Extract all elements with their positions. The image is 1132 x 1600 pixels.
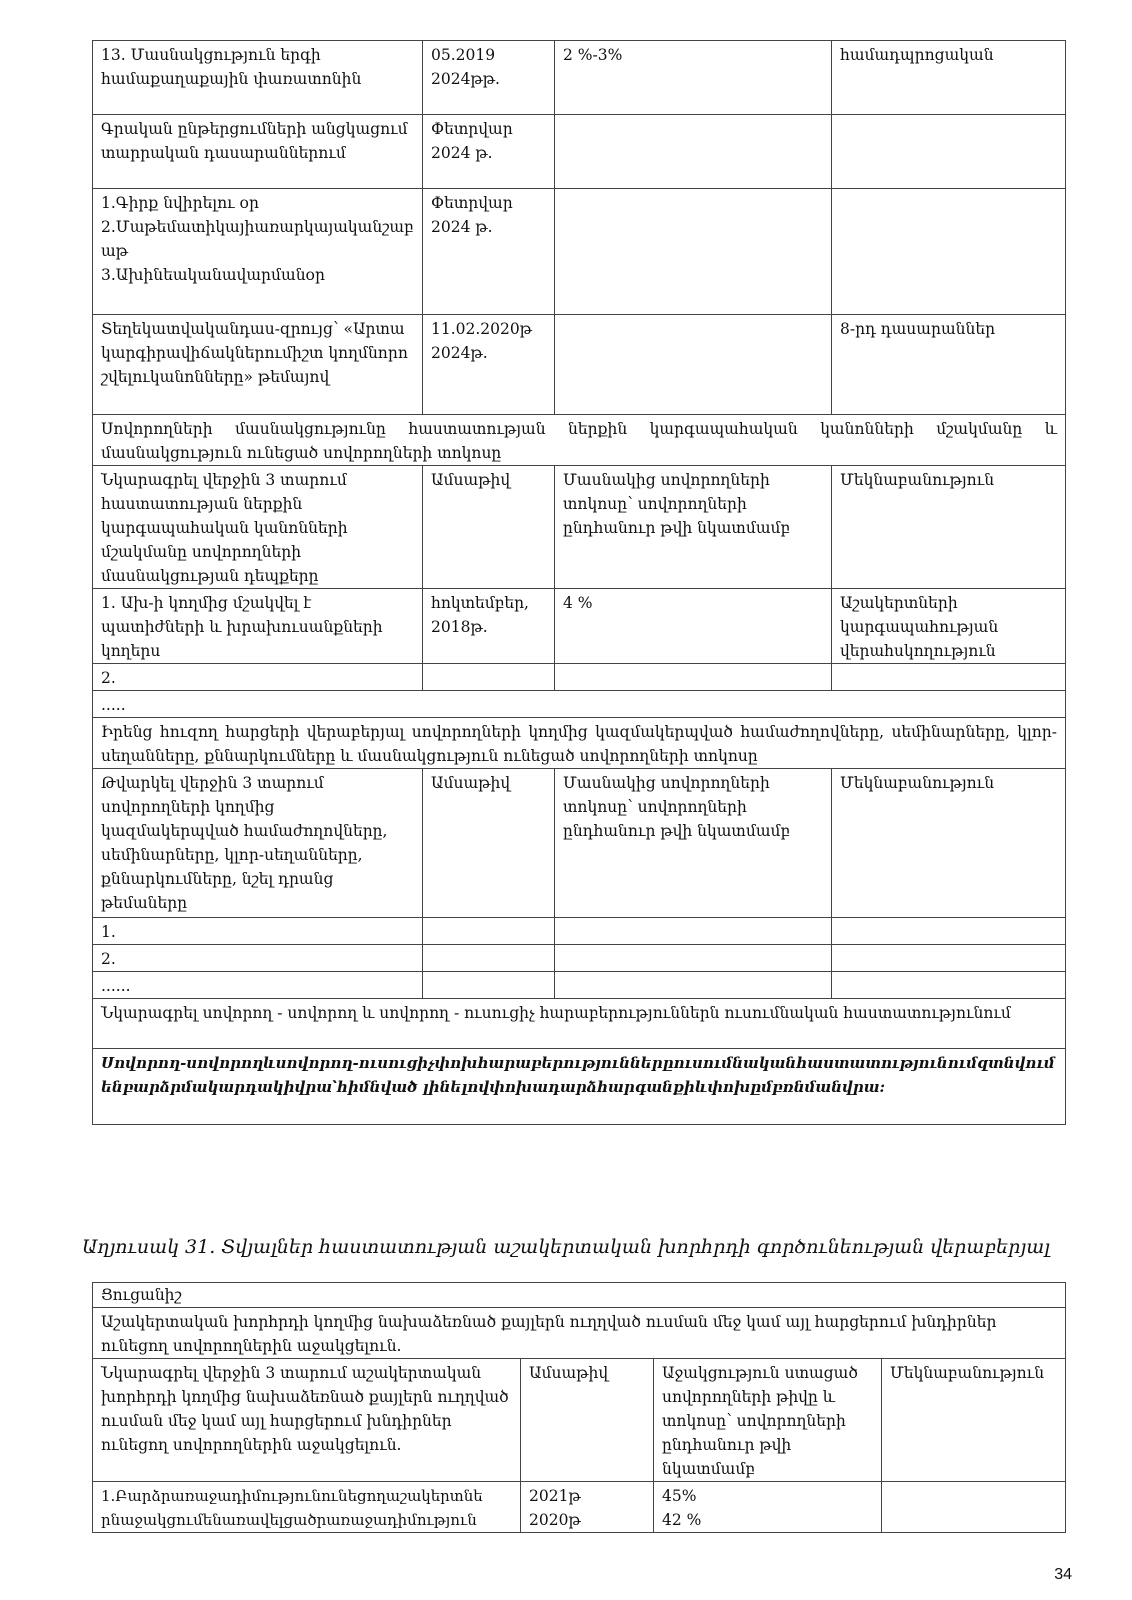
table-cell: 1.Գիրք նվիրելու օր 2.Մաթեմատիկայիառարկայականշաբաթ 3.Ախինեականավարմանօր: [93, 189, 423, 315]
table-cell: 4 %: [555, 589, 832, 664]
column-header: Մեկնաբանություն: [832, 769, 1066, 918]
page-number: 34: [1054, 1566, 1072, 1583]
table-row: [93, 1049, 1066, 1125]
table-cell: [555, 315, 832, 415]
column-header: Ամսաթիվ: [521, 1359, 654, 1482]
table-title: Ցուցանիշ: [93, 1283, 1066, 1308]
table-cell: 11.02.2020թ 2024թ.: [423, 315, 555, 415]
table-row: [93, 664, 1066, 691]
column-header: Ամսաթիվ: [423, 466, 555, 589]
table-header-row: [93, 1359, 1066, 1482]
column-header: Մեկնաբանություն: [832, 466, 1066, 589]
table-header-row: [93, 466, 1066, 589]
table-row: [93, 315, 1066, 415]
table-cell: [423, 972, 555, 999]
table-cell: [423, 945, 555, 972]
table-cell: 1. Ախ-ի կողմից մշակվել է պատիժների և խրախուսանքների կողերս: [93, 589, 423, 664]
table-row: [93, 918, 1066, 945]
table-cell: հոկտեմբեր, 2018թ.: [423, 589, 555, 664]
table-row: [93, 691, 1066, 718]
table-cell: .....: [93, 691, 1066, 718]
table-caption: Աղյուսակ 31. Տվյալներ հաստատության աշակերտական խորհրդի գործունեության վերաբերյալ: [81, 1236, 1051, 1258]
column-header: Նկարագրել վերջին 3 տարում հաստատության ներքին կարգապահական կանոնների մշակմանը սովորողների մասնակցության դեպքերը: [93, 466, 423, 589]
table-row: [93, 945, 1066, 972]
table-cell: [555, 115, 832, 189]
table-row: [93, 115, 1066, 189]
table-cell: [832, 189, 1066, 315]
table-cell: 1.: [93, 918, 423, 945]
table-cell: 2.: [93, 945, 423, 972]
table-cell: Փետրվար 2024 թ.: [423, 115, 555, 189]
section-header-row: [93, 999, 1066, 1049]
table-cell: Աշակերտների կարգապահության վերահսկողություն: [832, 589, 1066, 664]
table-title-row: [93, 1283, 1066, 1308]
table-cell: [832, 972, 1066, 999]
table-cell: [555, 945, 832, 972]
column-header: Մասնակից սովորողների տոկոսը՝ սովորողների ընդհանուր թվի նկատմամբ: [555, 769, 832, 918]
section-header-row: [93, 718, 1066, 769]
table-cell: 1.Բարձրառաջադիմությունունեցողաշակերտնե րնաջակցումենառավելցածրառաջադիմություն: [93, 1482, 521, 1533]
column-header: Մեկնաբանություն: [882, 1359, 1066, 1482]
section-header-row: [93, 1308, 1066, 1359]
table-row: [93, 189, 1066, 315]
table-cell: [882, 1482, 1066, 1533]
table-cell: համադպրոցական: [832, 41, 1066, 115]
main-table: [92, 40, 1066, 1125]
section-header: Սովորողների մասնակցությունը հաստատության ներքին կարգապահական կանոնների մշակմանը և մասնակցություն ունեցած սովորողների տոկոսը: [93, 415, 1066, 466]
table-cell: [555, 918, 832, 945]
table-cell: [832, 115, 1066, 189]
table-row: [93, 1482, 1066, 1533]
table-cell: Փետրվար 2024 թ.: [423, 189, 555, 315]
table-cell: 13. Մասնակցություն երգի համաքաղաքային փառատոնին: [93, 41, 423, 115]
section-header: Նկարագրել սովորող - սովորող և սովորող - ուսուցիչ հարաբերություններն ուսումնական հաստատությունում: [93, 999, 1066, 1049]
table-cell: [832, 945, 1066, 972]
table-cell: Տեղեկատվականդաս-զրույց՝ «Արտակարգիրավիճակներումիշտ կողմնորոշվելուկանոնները» թեմայով: [93, 315, 423, 415]
table-cell: 05.2019 2024թթ.: [423, 41, 555, 115]
table-cell: [555, 189, 832, 315]
section-header-row: [93, 415, 1066, 466]
column-header: Նկարագրել վերջին 3 տարում աշակերտական խորհրդի կողմից նախաձեռնած քայլերն ուղղված ուսման մեջ կամ այլ հարցերում խնդիրներ ունեցող սովորողներին աջակցելուն.: [93, 1359, 521, 1482]
table-cell: 2021թ 2020թ: [521, 1482, 654, 1533]
column-header: Մասնակից սովորողների տոկոսը՝ սովորողների ընդհանուր թվի նկատմամբ: [555, 466, 832, 589]
summary-text: Սովորող-սովորողևսովորող-ուսուցիչփոխհարաբերություններըուսումնականհաստատությունումզտնվումենբարձրմակարդակիվրա՝հիմնված լինելովփոխադարձհարգանքիևփոխըմբռնմանվրա:: [93, 1049, 1066, 1125]
table-cell: 45% 42 %: [654, 1482, 882, 1533]
section-header: Իրենց հուզող հարցերի վերաբերյալ սովորողների կողմից կազմակերպված համաժողովները, սեմինարները, կլոր-սեղանները, քննարկումները և մասնակցություն ունեցած սովորողների տոկոսը: [93, 718, 1066, 769]
section-header: Աշակերտական խորհրդի կողմից նախաձեռնած քայլերն ուղղված ուսման մեջ կամ այլ հարցերում խնդիրներ ունեցող սովորողներին աջակցելուն.: [93, 1308, 1066, 1359]
table-cell: [832, 918, 1066, 945]
table-cell: [555, 664, 832, 691]
table-cell: Գրական ընթերցումների անցկացում տարրական դասարաններում: [93, 115, 423, 189]
table-cell: 2.: [93, 664, 423, 691]
column-header: Թվարկել վերջին 3 տարում սովորողների կողմից կազմակերպված համաժողովները, սեմինարները, կլոր-սեղանները, քննարկումները, նշել դրանց թեմաները: [93, 769, 423, 918]
table-cell: 2 %-3%: [555, 41, 832, 115]
table-cell: [555, 972, 832, 999]
table-row: [93, 589, 1066, 664]
table-header-row: [93, 769, 1066, 918]
table-cell: [423, 664, 555, 691]
table-cell: ......: [93, 972, 423, 999]
table-cell: 8-րդ դասարաններ: [832, 315, 1066, 415]
column-header: Ամսաթիվ: [423, 769, 555, 918]
table-row: [93, 41, 1066, 115]
table-cell: [423, 918, 555, 945]
table-cell: [832, 664, 1066, 691]
column-header: Աջակցություն ստացած սովորողների թիվը և տոկոսը՝ սովորողների ընդհանուր թվի նկատմամբ: [654, 1359, 882, 1482]
table-row: [93, 972, 1066, 999]
student-council-table: [92, 1282, 1066, 1533]
